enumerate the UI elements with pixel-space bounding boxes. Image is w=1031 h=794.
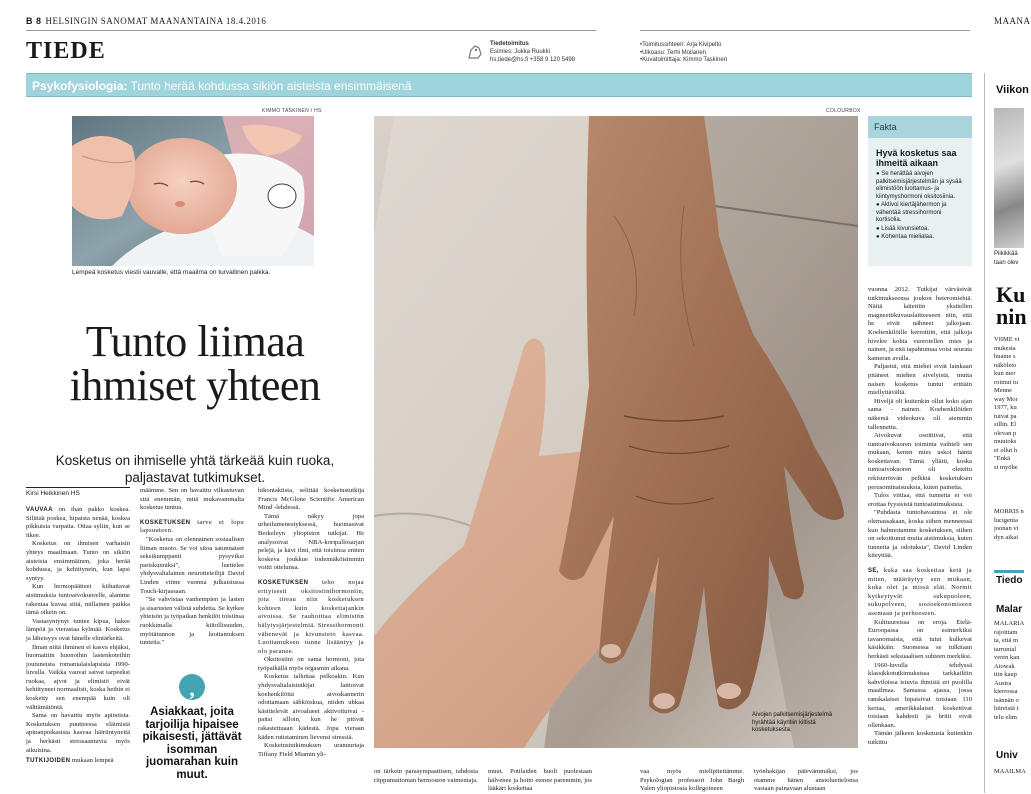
editorial-chief: Esimies: Jukka Ruukki [490, 49, 551, 55]
article-column-5: muut. Potilaiden huoli puolestaan hälvenee ja hoito etenee paremmin, jos lääkäri koskettaa [488, 768, 592, 793]
paper-date: HELSINGIN SANOMAT MAANANTAINA 18.4.2016 [45, 16, 267, 26]
sidebar-text-univ: MAAILMA [994, 768, 1026, 775]
quote-mark-icon: , [179, 674, 205, 700]
hands-photo-illustration [374, 116, 858, 748]
article-column-right: vuonna 2012. Tutkijat värväsivät tutkimukseensa joukon heteromiehiä. Näitä laitettiin yksitellen magneettikuvauslaitteeseen niin, että he eivät nähneet jalkojaan. Koehenkilöille kerrottiin, että jalkoja hivelee kohta vuorotellen mies ja nainen, ja että tapahtumaa voisi seurata kameran avulla. Paljastui, että miehet eivät lainkaan pitäneet miehen sivelyistä, mutta naisen kosketus tuntui erittäin miellyttävältä. Hiveljä oli kuitenkin ollut koko ajan sama - nainen. Koehenkilöiden näkemä videokuva oli aiemmin tallennettu. Aivokuvat osoittivat, että tuntoaivokuoren toiminta vaihteli sen mukaan, kenen mies uskoi häntä koskettavan. Tämä yllätti, koska tuntoaivokuoren oli oletettu rekisteröivän pelkkiä kosketuksen perusominaisuuksia, kuten painetta. Tulos viittaa, että tunneita ei voi erottaa fyysisistä tuntoaistimuksista. "Puhdasta tuntohavaintoa ei ole olemassakaan, koska siihen menneessä kun hahmotamme kosketuksen, siihen on sekoittunut muita aistimuksia, kuten tunneita ja odotuksia", David Linden kiteyttää. SE, kuka saa koskettaa ketä ja miten, määräytyy sen mukaan, kuka olet ja missä elät. Normit kytkeytyvät sukupuoleen, sukupolveen, sosioekonomiseen asemaan ja perheeseen. Kulttuureissa on eroja. Etelä-Euroopassa on esimerkiksi tavanomaista, että tutut kulkevat käsikkäin. Suomessa se tulkitaan herkästi seksuaalisen suhteen merkiksi. 1960-luvulla tehdyssä klassikkotutkimuksissa tarkkailtiin kahviloissa istuvia ihmisiä eri puolilla maailmaa. Samassa ajassa, jossa ranskalaiset hipaisivat toisiaan 110 kertaa, amerikkalaiset koskettivat toisiaan kahdesti ja britit eivät ollenkaan. Tämän jälkeen kosketusta kuitenkin tutkittu [868, 286, 972, 746]
main-photo-credit: COLOURBOX [826, 108, 861, 114]
article-column-7: työnhakijan pätevämmäksi, jos otamme hänen ansioluettelonsa vastaan painavaan alustaan [754, 768, 858, 793]
section-title: TIEDE [26, 38, 106, 64]
editorial-contact [490, 40, 575, 64]
sidebar-photo-caption: Piikikkää taan olev [994, 251, 1019, 266]
topic-banner [26, 73, 972, 97]
article-headline [40, 317, 350, 410]
sidebar-divider [984, 73, 985, 793]
article-column-2: määmme. Sen on havaittu vilkastuvan sitä enemmän, mitä mukavammalta kosketus tuntuu. KOSKETUKSEN tarve ei lopu lapsuuteen. "Kosketus on olennainen sosiaalisen liiman muoto. Se voi sitoa satunnaiset seksikumppanit pysyviksi pariskunniksi", luettelee yhdysvaltalainen neurotieteilijä David Linden viime vuonna julkaistussa Touch-kirjassaan. "Se vahvistaa vanhempien ja lasten ja sisarusten välistä suhdetta. Se kytkee yhteisön ja työpaikan henkilöt toisiinsa ruokkimalla kiitollisuuden, myötätunnon ja luottamuksen tunteita." [140, 487, 245, 647]
sidebar-text-malar: MALARIA rajoittam ta, että m tarruntal veren kau Atowak tiin kaup Austra kierrossa isännän o hiireistä t telu elim [994, 620, 1025, 721]
editorial-desk: Tiedetoimitus [490, 41, 529, 47]
staff-credits [640, 42, 727, 65]
sidebar-section-tiedo: Tiedo [996, 575, 1023, 586]
fact-item: ● Se herättää aivojen palkitsemisjärjestelmän ja sysää elimistöön luottamus- ja kiintymyshormoni oksitosiinia. [876, 171, 962, 200]
article-column-6: vaa myös mielipiteitämme. Psykologian professori John Bargh Yalen yliopistosta kollegoineen [640, 768, 744, 793]
pull-quote-text: Asiakkaat, joita tarjoilija hipaisee pikaisesti, jättävät isomman juomarahan kuin muut. [142, 706, 242, 781]
banner-text: Tunto herää kohdussa sikiön aisteista ensimmäisenä [127, 79, 412, 93]
banner-kicker: Psykofysiologia: [32, 79, 128, 93]
fact-box [868, 116, 972, 266]
baby-photo-credit: KIMMO TASKINEN / HS [262, 108, 322, 114]
article-column-4: on tärkein parasympaattisen, tahdosta riippumattoman hermoston vaimentaja. [374, 768, 478, 784]
subhead-line: paljastavat tutkimukset. [124, 470, 266, 485]
headline-line: Tunto liimaa [85, 317, 305, 366]
fact-item: ● Kohentaa mielialaa. [876, 234, 934, 240]
credit-line: •Toimitussihteeri: Arja Kivipelto [640, 42, 722, 48]
hs-lion-logo-icon [465, 42, 485, 62]
baby-photo-caption: Lempeä kosketus viestii vauvalle, että maailma on turvallinen paikka. [72, 269, 271, 276]
fact-item: ● Lisää kivunsietoa. [876, 225, 929, 232]
fact-item: ● Aktivoi kiertäjähermon ja vähentää stressihormoni kortisolia. [876, 202, 947, 223]
subhead-line: Kosketus on ihmiselle yhtä tärkeää kuin ruoka, [55, 453, 335, 468]
credit-line: •Ulkoasu: Terhi Moilanen [640, 49, 707, 56]
sidebar-text: VIIME vi mukesta huame s näköleto kun mer roimut tu Menne way Mor 1977, ku tuivat pa sillin. El olevan p muutoks ei ollut h "Enkä si myöhe [994, 336, 1020, 471]
credit-line: •Kuvatoimittaja: Kimmo Taskinen [640, 57, 728, 63]
header-rule [26, 30, 596, 31]
sidebar-photo [994, 108, 1024, 248]
sidebar-big-heading: Ku nin [996, 282, 1027, 329]
pull-quote [140, 674, 244, 781]
headline-line: ihmiset yhteen [69, 361, 321, 410]
page-number: B 8 [26, 16, 42, 26]
fact-list [868, 171, 972, 242]
fact-box-label: Fakta [868, 116, 972, 138]
article-column-1: VAUVAA on ihan pakko koskea. Silittää poskea, hipaista nenää, koskea pikkuisia varpaita. Ottaa syliin, kun se itkee. Kosketus on ihmisen varhaisin yhteys maailmaan. Tunto on sikiön aisteista ensimmäinen, joka herää kohdussa, ja kehittynein, kun lapsi syntyy. Kun hermopäätteet kiihattavat aistimuksia tuntoaivokuorelle, alamme rakentaa kuvaa siitä, millainen paikka tämä oikein on. Vastasyntynyt tuntee kipua, hakee lämpöä ja vierastaa kylmää. Kosketus ja läheisyys ovat hänelle elintärkeitä. Ilman niitä ihminen ei kasva ehjäksi, huomattiin huonoihin lastenkoteihin joutuneista romanialaislapsista 1990-luvulla. Vaikka vauvat saivat tarpeeksi ruokaa, ajvot ja elimistö eivät kehittyneet normaalisti, koska heihin ei kosketty sen enempää kuin oli välttämätöntä. Sama on havaittu myös apinoista. Kosketuksen puutteessa eläimistä apinanpoikasista kasvaa häiriintyneitä ja herkästi stressaantuvia myös aikuisina. TUTKIJOIDEN mukaan lempeä [26, 506, 130, 765]
baby-photo [72, 116, 314, 266]
sidebar-heading: Viikon [996, 84, 1029, 96]
editorial-email: hs.tiede@hs.fi +358 9 120 5498 [490, 57, 575, 63]
article-subhead [40, 452, 350, 486]
fact-box-title: Hyvä kosketus saa ihmeitä aikaan [876, 148, 957, 168]
baby-photo-illustration [72, 116, 314, 266]
byline: Kirsi Heikkinen HS [26, 487, 130, 497]
article-column-3: hikontaktista, selittää kosketustutkija Francis McGlone Scientific American Mind -lehdessä. Tämä näkyy jopa urheilumenestyksessä, huomasivat Berkeleyn yliopiston tutkijat. He analysoivat NBA-koripallosarjan pelejä, ja kävi ilmi, että toisiinsa eniten koskeva joukkue todennäköisimmin voitti ottelunsa. KOSKETUKSEN teho nojaa erityisesti oksitosiinihormoniin, jota tireau niin kosketuksen kohteen kuin koskettajankin aivoissa. Se rauhoittaa elimistön hälytysjärjestelmiä. Stressihormonit vähenevät ja kivunsieto kasvaa. Luottamuksen tunne lisääntyy ja olo paranee. Oksitosiini on sama hormoni, jota työpaikällä myös orgasmin aikana. Kosketus talluttaa pelkoakin. Kun yhdysvaltalaistutkijat laittoivat koehenkilöitä aivoskannerin odottamaan sähköiskua, niiden uhkaa käsittelevät aivoalueet aktivoituivat - paitsi silloin, kun he pitivät rakastettuaan kädestä. Jopa vieraan käden rutistaminen lievensi stressiä. Kosketustutkimuksen uranuurtaja Tiffany Field Miamin yli- [258, 487, 364, 758]
sidebar-heading-malar: Malar [996, 604, 1023, 615]
next-page-header: MAANA [994, 16, 1031, 26]
hands-photo [374, 116, 858, 748]
sidebar-text-morris: MORRIS n lucigenia joonan vi dyn aikai [994, 508, 1024, 541]
hands-photo-caption: Aivojen palkitsemisjärjestelmä hyrähtää käyntiin kiltistä kosketuksesta. [752, 712, 833, 733]
sidebar-heading-univ: Univ [996, 750, 1018, 761]
page-header [26, 16, 266, 26]
header-rule-right [640, 30, 970, 31]
